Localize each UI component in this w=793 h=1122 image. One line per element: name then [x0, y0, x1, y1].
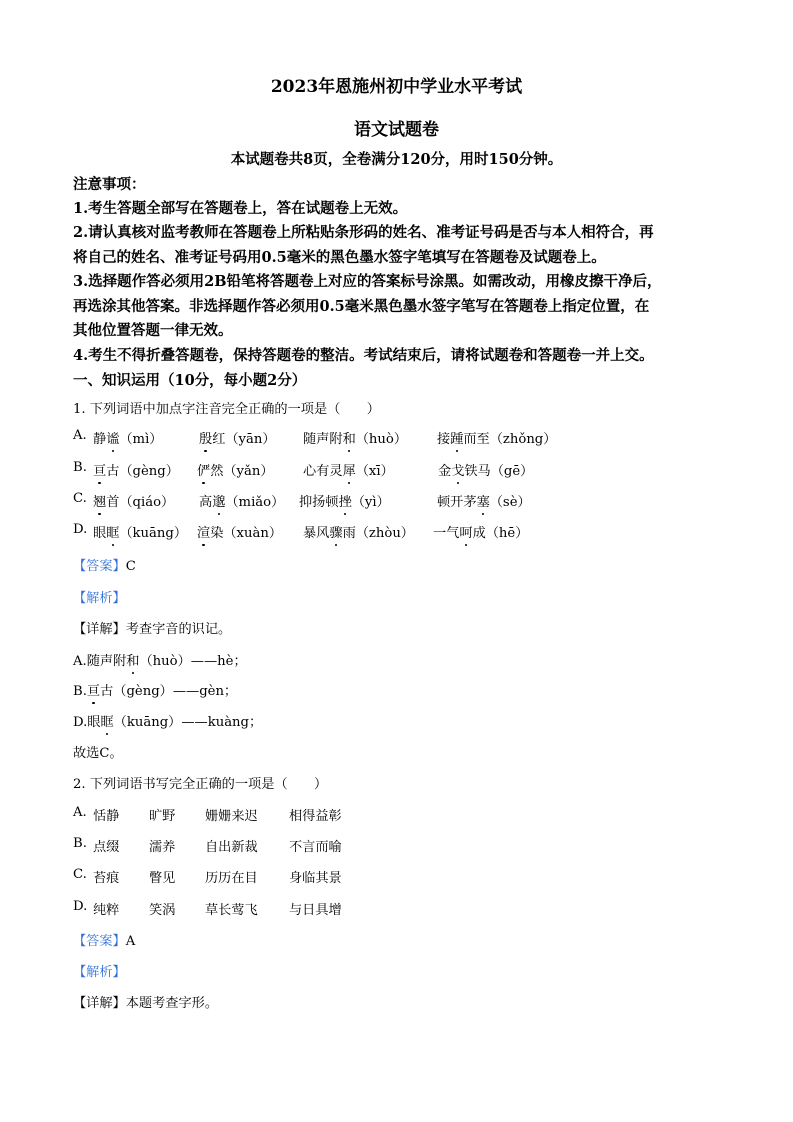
q1-explain-a: A.随声附和（huò）——hè；: [73, 654, 247, 669]
option-word: 眼眶（kuāng）: [93, 526, 188, 541]
notice-line-3b: 再选涂其他答案。非选择题作答必须用0.5毫米黑色墨水签字笔写在答题卷上指定位置，在: [73, 298, 650, 315]
option-word: 濡养: [149, 840, 176, 855]
notice-line-4: 4.考生不得折叠答题卷，保持答题卷的整洁。考试结束后，请将试题卷和答题卷一并上交。: [73, 347, 654, 364]
option-label: D.: [73, 522, 88, 537]
option-word: 纯粹: [93, 903, 120, 918]
answer-value: A: [125, 934, 136, 949]
q1-conclusion: 故选C。: [73, 746, 123, 761]
option-label: C.: [73, 491, 87, 506]
notice-heading: 注意事项：: [73, 176, 146, 193]
option-word: 心有灵犀（xī）: [303, 464, 394, 479]
option-word: 点缀: [93, 840, 120, 855]
option-word: 瞥见: [149, 871, 176, 886]
notice-line-3a: 3.选择题作答必须用2B铅笔将答题卷上对应的答案标号涂黑。如需改动，用橡皮擦干净后，: [73, 273, 662, 290]
option-word: 身临其景: [289, 871, 342, 886]
option-word: 相得益彰: [289, 809, 342, 824]
option-word: 一气呵成（hē）: [433, 526, 529, 541]
q1-analysis-tag: 【解析】: [73, 591, 126, 606]
option-word: 自出新裁: [205, 840, 258, 855]
option-word: 俨然（yǎn）: [197, 464, 274, 479]
answer-tag: 【答案】: [73, 934, 126, 949]
q2-answer: [73, 930, 135, 949]
option-word: 亘古（gèng）: [93, 464, 179, 479]
option-word: 草长莺飞: [205, 903, 258, 918]
q1-detail: 【详解】考查字音的识记。: [73, 622, 232, 637]
section-heading: 一、知识运用（10分，每小题2分）: [73, 372, 307, 389]
option-word: 旷野: [149, 809, 176, 824]
q2-stem: 2. 下列词语书写完全正确的一项是（ ）: [73, 777, 328, 792]
option-word: 暴风骤雨（zhòu）: [303, 526, 414, 541]
option-word: 金戈铁马（gē）: [438, 464, 534, 479]
answer-tag: 【答案】: [73, 559, 126, 574]
option-label: B.: [73, 836, 87, 851]
option-label: B.: [73, 460, 87, 475]
option-word: 与日具增: [289, 903, 342, 918]
q1-stem: 1. 下列词语中加点字注音完全正确的一项是（ ）: [73, 402, 380, 417]
option-label: A.: [73, 428, 87, 443]
option-word: 随声附和（huò）: [303, 432, 408, 447]
option-label: C.: [73, 867, 87, 882]
option-label: D.: [73, 899, 88, 914]
option-word: 抑扬顿挫（yì）: [299, 495, 390, 510]
exam-meta: 本试题卷共8页，全卷满分120分，用时150分钟。: [230, 151, 563, 168]
option-word: 恬静: [93, 809, 120, 824]
q1-answer: [73, 555, 136, 574]
exam-subtitle: 语文试题卷: [354, 120, 439, 140]
notice-line-1: 1.考生答题全部写在答题卷上，答在试题卷上无效。: [73, 200, 408, 217]
notice-line-3c: 其他位置答题一律无效。: [73, 322, 233, 339]
option-word: 高邈（miǎo）: [199, 495, 285, 510]
notice-line-2b: 将自己的姓名、准考证号码用0.5毫米的黑色墨水签字笔填写在答题卷及试题卷上。: [73, 249, 606, 266]
option-label: A.: [73, 805, 87, 820]
option-word: 殷红（yān）: [199, 432, 276, 447]
option-word: 渲染（xuàn）: [197, 526, 283, 541]
option-word: 接踵而至（zhǒng）: [437, 432, 557, 447]
option-word: 静谧（mì）: [93, 432, 163, 447]
option-word: 不言而喻: [289, 840, 342, 855]
q2-analysis-tag: 【解析】: [73, 965, 126, 980]
option-word: 顿开茅塞（sè）: [437, 495, 531, 510]
option-word: 笑涡: [149, 903, 176, 918]
exam-title: 2023年恩施州初中学业水平考试: [270, 77, 523, 97]
option-word: 苔痕: [93, 871, 120, 886]
notice-line-2a: 2.请认真核对监考教师在答题卷上所粘贴条形码的姓名、准考证号码是否与本人相符合，再: [73, 224, 654, 241]
q2-detail: 【详解】本题考查字形。: [73, 996, 219, 1011]
q1-explain-b: B.亘古（gèng）——gèn；: [73, 684, 238, 699]
q1-explain-d: D.眼眶（kuāng）——kuàng；: [73, 715, 263, 730]
answer-value: C: [125, 559, 136, 574]
option-word: 翘首（qiáo）: [93, 495, 175, 510]
option-word: 姗姗来迟: [205, 809, 258, 824]
option-word: 历历在目: [205, 871, 258, 886]
